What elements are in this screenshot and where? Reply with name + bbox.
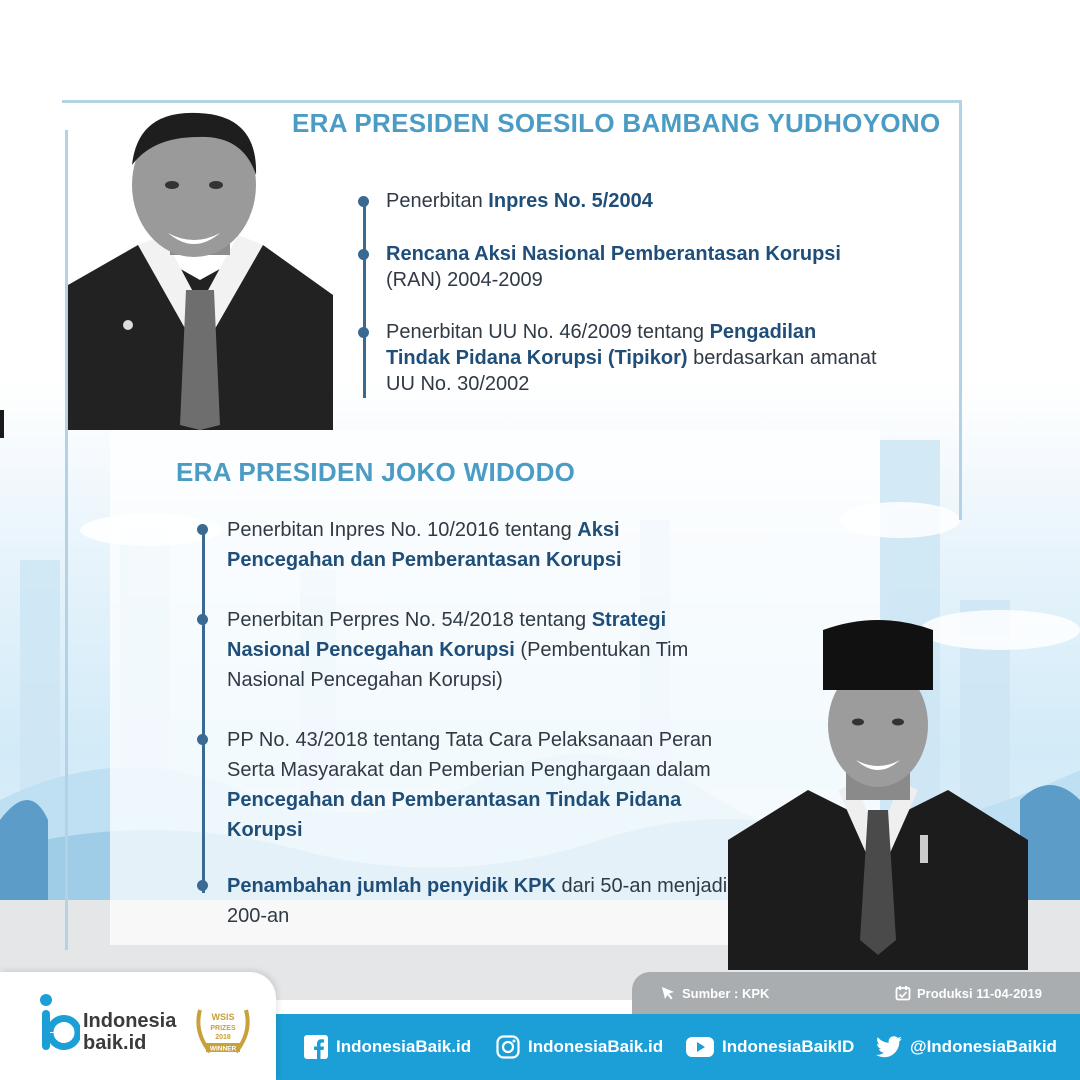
timeline-item [197, 871, 737, 931]
logo-line-2: baik.id [83, 1032, 147, 1054]
item-text: PP No. 43/2018 tentang Tata Cara Pelaksanaan Peran Serta Masyarakat dan Pemberian Penghargaan dalam Pencegahan dan Pemberantasan Tindak Pidana Korupsi [227, 729, 713, 841]
production-date: Produksi 11-04-2019 [916, 985, 1042, 1001]
bullet-dot [358, 249, 369, 260]
timeline-item [358, 188, 878, 214]
timeline-sby [358, 188, 878, 403]
facebook-icon [304, 1035, 328, 1059]
social-facebook[interactable] [304, 1014, 471, 1080]
svg-text:WINNER: WINNER [209, 1045, 237, 1053]
social-twitter[interactable] [876, 1014, 1057, 1080]
svg-text:PRIZES: PRIZES [210, 1025, 236, 1032]
title-era-jokowi: ERA PRESIDEN JOKO WIDODO [176, 457, 576, 487]
item-text: Penerbitan Inpres No. 10/2016 tentang Aksi Pencegahan dan Pemberantasan Korupsi [227, 519, 622, 571]
svg-text:2018: 2018 [215, 1034, 231, 1041]
item-text: Penerbitan UU No. 46/2009 tentang Pengadilan Tindak Pidana Korupsi (Tipikor) berdasarkan amanat UU No. 30/2002 [386, 321, 877, 395]
item-text: Penerbitan Inpres No. 5/2004 [386, 190, 653, 212]
facebook-handle: IndonesiaBaik.id [336, 1037, 472, 1056]
timeline-item [197, 515, 737, 575]
pointer-icon [660, 985, 676, 1001]
title-era-sby: ERA PRESIDEN SOESILO BAMBANG YUDHOYONO [292, 108, 941, 138]
twitter-bird-icon [876, 1036, 902, 1058]
youtube-handle: IndonesiaBaikID [722, 1037, 855, 1056]
bullet-dot [358, 196, 369, 207]
svg-text:WSIS: WSIS [211, 1012, 235, 1022]
source-label: Sumber : KPK [682, 985, 770, 1001]
bullet-dot [197, 614, 208, 625]
portrait-sby [68, 105, 333, 430]
bullet-dot [197, 524, 208, 535]
timeline-jokowi [197, 515, 737, 935]
item-text: Rencana Aksi Nasional Pemberantasan Korupsi (RAN) 2004-2009 [386, 243, 841, 291]
portrait-jokowi [728, 610, 1028, 970]
wsis-award-badge [192, 1002, 254, 1062]
item-text: Penambahan jumlah penyidik KPK dari 50-an menjadi 200-an [227, 875, 728, 927]
item-text: Penerbitan Perpres No. 54/2018 tentang Strategi Nasional Pencegahan Korupsi (Pembentukan Tim Nasional Pencegahan Korupsi) [227, 609, 689, 691]
indonesiabaik-logo-icon [38, 992, 80, 1054]
bullet-dot [358, 327, 369, 338]
bullet-dot [197, 880, 208, 891]
instagram-handle: IndonesiaBaik.id [528, 1037, 664, 1056]
social-youtube[interactable] [686, 1014, 854, 1080]
youtube-icon [686, 1036, 714, 1058]
timeline-item [358, 241, 878, 293]
frame-accent [0, 410, 4, 438]
twitter-handle: @IndonesiaBaikid [910, 1037, 1057, 1056]
source-segment [660, 985, 769, 1001]
logo-wordmark [83, 1010, 176, 1054]
calendar-icon [895, 985, 911, 1001]
instagram-icon [496, 1035, 520, 1059]
logo-line-1: Indonesia [83, 1010, 177, 1032]
timeline-item [197, 605, 737, 695]
timeline-item [358, 319, 878, 397]
social-instagram[interactable] [496, 1014, 663, 1080]
bullet-dot [197, 734, 208, 745]
source-bar [632, 972, 1080, 1014]
timeline-item [197, 725, 737, 845]
production-segment [895, 985, 1042, 1001]
